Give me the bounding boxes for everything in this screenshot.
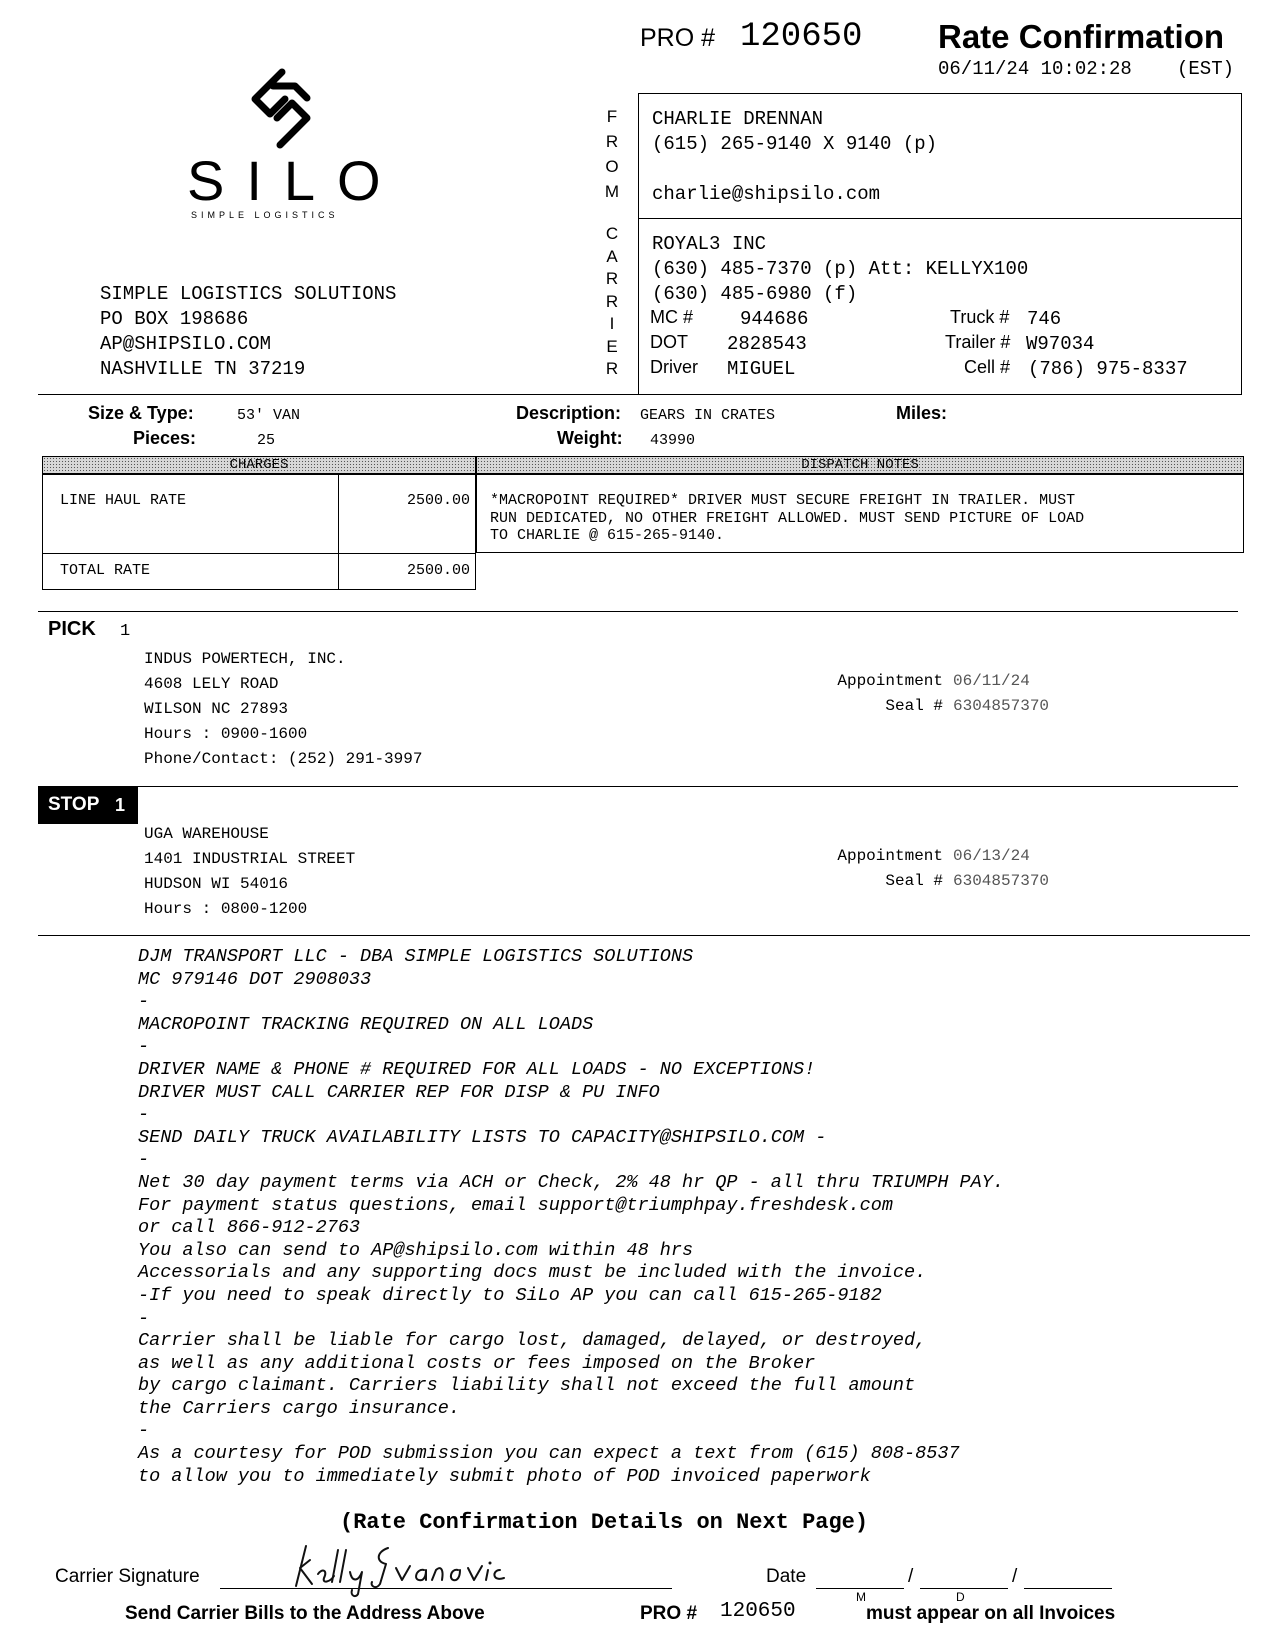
description-value: GEARS IN CRATES (640, 407, 776, 424)
stop-appointment-label: Appointment (837, 847, 943, 865)
pick-appointment-label: Appointment (837, 672, 943, 690)
silo-logo-mark (185, 66, 375, 151)
terms-line: For payment status questions, email support@triumphpay.freshdesk.com (138, 1194, 893, 1216)
pick-address-line: WILSON NC 27893 (144, 700, 289, 718)
label-letter: R (605, 269, 619, 288)
document-title: Rate Confirmation (938, 18, 1225, 55)
stop-address-line: 1401 INDUSTRIAL STREET (144, 850, 356, 868)
date-label: Date (766, 1566, 807, 1587)
logo-wordmark: SILO (187, 149, 403, 212)
carrier-signature-label: Carrier Signature (55, 1566, 200, 1587)
broker-address-line: AP@SHIPSILO.COM (100, 333, 272, 355)
carrier-trailer-label: Trailer # (945, 332, 1011, 352)
terms-line: - (138, 1420, 150, 1442)
label-letter: O (605, 157, 619, 176)
pick-address (144, 647, 422, 772)
dispatch-notes-header: DISPATCH NOTES (476, 456, 1244, 474)
terms-line: -If you need to speak directly to SiLo AP you can call 615-265-9182 (138, 1284, 882, 1306)
broker-address-line: PO BOX 198686 (100, 308, 249, 330)
label-letter: E (606, 336, 618, 356)
from-carrier-divider (638, 218, 1242, 219)
label-letter: M (604, 182, 620, 201)
carrier-mc-label: MC # (650, 307, 694, 327)
terms-line: DRIVER NAME & PHONE # REQUIRED FOR ALL LOADS - NO EXCEPTIONS! (138, 1058, 816, 1080)
pick-seal-value: 6304857370 (953, 697, 1050, 715)
miles-label: Miles: (896, 403, 948, 423)
pick-address-line: 4608 LELY ROAD (144, 675, 279, 693)
label-letter: R (605, 359, 619, 378)
pro-number: 120650 (740, 18, 863, 56)
date-year-line[interactable] (1024, 1588, 1112, 1589)
pieces-value: 25 (257, 432, 276, 449)
charges-total-label: TOTAL RATE (60, 562, 151, 579)
carrier-truck: 746 (1027, 308, 1062, 330)
size-type-value: 53' VAN (237, 407, 301, 424)
pick-separator (38, 611, 1238, 612)
terms-line: or call 866-912-2763 (138, 1217, 361, 1239)
terms-line: MACROPOINT TRACKING REQUIRED ON ALL LOADS (138, 1013, 594, 1035)
stop-address (144, 822, 355, 922)
stop-label: STOP (48, 794, 100, 815)
from-contact-email: charlie@shipsilo.com (652, 183, 881, 205)
pick-address-line: Phone/Contact: (252) 291-3997 (144, 750, 423, 768)
carrier-dot-label: DOT (650, 332, 688, 352)
date-day-caption: D (956, 1590, 965, 1604)
terms-line: - (138, 1104, 150, 1126)
stop-appointment-value: 06/13/24 (953, 847, 1030, 865)
terms-line: MC 979146 DOT 2908033 (138, 968, 372, 990)
weight-label: Weight: (557, 428, 623, 448)
stop-seal-label: Seal # (885, 872, 943, 890)
terms-block (138, 946, 1004, 1488)
footer-pro-label: PRO # (640, 1603, 698, 1624)
charges-total-divider (42, 553, 476, 554)
carrier-cell-label: Cell # (964, 357, 1011, 377)
footer-pro-number: 120650 (720, 1600, 796, 1623)
stop-seal-value: 6304857370 (953, 872, 1050, 890)
date-day-line[interactable] (920, 1588, 1008, 1589)
next-page-note: (Rate Confirmation Details on Next Page) (340, 1510, 869, 1535)
document-timezone: (EST) (1177, 58, 1235, 80)
terms-line: - (138, 1307, 150, 1329)
carrier-mc: 944686 (740, 308, 809, 330)
broker-address-line: SIMPLE LOGISTICS SOLUTIONS (100, 283, 397, 305)
terms-line: - (138, 991, 150, 1013)
dispatch-note-line: RUN DEDICATED, NO OTHER FREIGHT ALLOWED. MUST SEND PICTURE OF LOAD (490, 509, 1085, 527)
terms-line: as well as any additional costs or fees imposed on the Broker (138, 1352, 816, 1374)
logo-tagline: SIMPLE LOGISTICS (191, 210, 339, 220)
broker-address-line: NASHVILLE TN 37219 (100, 358, 306, 380)
pick-number: 1 (120, 622, 131, 641)
terms-line: by cargo claimant. Carriers liability shall not exceed the full amount (138, 1375, 916, 1397)
terms-line: As a courtesy for POD submission you can expect a text from (615) 808-8537 (138, 1443, 960, 1465)
date-separator: / (908, 1566, 914, 1587)
carrier-dot: 2828543 (727, 333, 807, 355)
terms-line: You also can send to AP@shipsilo.com within 48 hrs (138, 1239, 694, 1261)
weight-value: 43990 (650, 432, 696, 449)
pro-label: PRO # (640, 24, 716, 52)
label-letter: R (605, 291, 619, 311)
label-letter: C (605, 224, 619, 243)
stop-address-line: HUDSON WI 54016 (144, 875, 289, 893)
terms-separator (38, 935, 1250, 936)
terms-line: - (138, 1149, 150, 1171)
terms-line: DJM TRANSPORT LLC - DBA SIMPLE LOGISTICS SOLUTIONS (138, 946, 694, 967)
pick-label: PICK (48, 618, 96, 640)
terms-line: SEND DAILY TRUCK AVAILABILITY LISTS TO CAPACITY@SHIPSILO.COM - (138, 1126, 827, 1148)
charges-header: CHARGES (42, 456, 476, 474)
label-letter: I (609, 314, 615, 333)
stop-number: 1 (115, 795, 126, 815)
terms-line: Accessorials and any supporting docs must be included with the invoice. (138, 1262, 927, 1284)
label-letter: F (606, 107, 618, 126)
document-datetime: 06/11/24 10:02:28 (938, 58, 1132, 80)
carrier-name: ROYAL3 INC (652, 233, 767, 255)
pick-seal-label: Seal # (885, 697, 943, 715)
dispatch-notes-text (490, 492, 1084, 545)
pieces-label: Pieces: (133, 428, 197, 448)
carrier-truck-label: Truck # (950, 307, 1010, 327)
date-separator: / (1012, 1566, 1018, 1587)
pick-appointment-value: 06/11/24 (953, 672, 1030, 690)
size-type-label: Size & Type: (88, 403, 194, 423)
carrier-driver: MIGUEL (727, 358, 796, 380)
carrier-vertical-label (602, 223, 622, 381)
terms-line: - (138, 1036, 150, 1058)
pick-address-line: Hours : 0900-1600 (144, 725, 308, 743)
stop-separator (38, 786, 1238, 787)
header-separator (38, 394, 638, 395)
description-label: Description: (516, 403, 622, 423)
charges-total-amount: 2500.00 (406, 562, 470, 579)
label-letter: R (605, 132, 619, 151)
label-letter: A (606, 246, 618, 266)
pick-address-line: INDUS POWERTECH, INC. (144, 650, 346, 668)
from-vertical-label (602, 104, 622, 204)
dispatch-note-line: TO CHARLIE @ 615-265-9140. (490, 527, 725, 544)
must-appear-note: must appear on all Invoices (866, 1603, 1116, 1624)
terms-line: to allow you to immediately submit photo of POD invoiced paperwork (138, 1465, 871, 1487)
signature-image (292, 1538, 552, 1598)
terms-line: Net 30 day payment terms via ACH or Check, 2% 48 hr QP - all thru TRIUMPH PAY. (138, 1171, 1004, 1193)
dispatch-note-line: *MACROPOINT REQUIRED* DRIVER MUST SECURE FREIGHT IN TRAILER. MUST (490, 492, 1076, 509)
charges-column-divider (338, 474, 339, 590)
terms-line: DRIVER MUST CALL CARRIER REP FOR DISP & PU INFO (138, 1081, 660, 1103)
carrier-phone: (630) 485-7370 (p) Att: KELLYX100 (652, 258, 1029, 280)
charge-line-amount: 2500.00 (406, 492, 470, 509)
date-month-caption: M (856, 1590, 866, 1604)
silo-logo (185, 66, 403, 221)
carrier-trailer: W97034 (1026, 333, 1095, 355)
from-contact-phone: (615) 265-9140 X 9140 (p) (652, 133, 938, 155)
carrier-driver-label: Driver (650, 357, 698, 377)
terms-line: the Carriers cargo insurance. (138, 1397, 460, 1419)
stop-address-line: UGA WAREHOUSE (144, 825, 269, 843)
terms-line: Carrier shall be liable for cargo lost, damaged, delayed, or destroyed, (138, 1330, 927, 1352)
broker-address (100, 282, 396, 382)
stop-address-line: Hours : 0800-1200 (144, 900, 308, 918)
from-contact-name: CHARLIE DRENNAN (652, 108, 824, 130)
date-month-line[interactable] (816, 1588, 904, 1589)
send-bills-note: Send Carrier Bills to the Address Above (125, 1603, 485, 1624)
carrier-cell: (786) 975-8337 (1028, 358, 1188, 380)
charge-line-label: LINE HAUL RATE (60, 492, 187, 509)
carrier-fax: (630) 485-6980 (f) (652, 283, 858, 305)
